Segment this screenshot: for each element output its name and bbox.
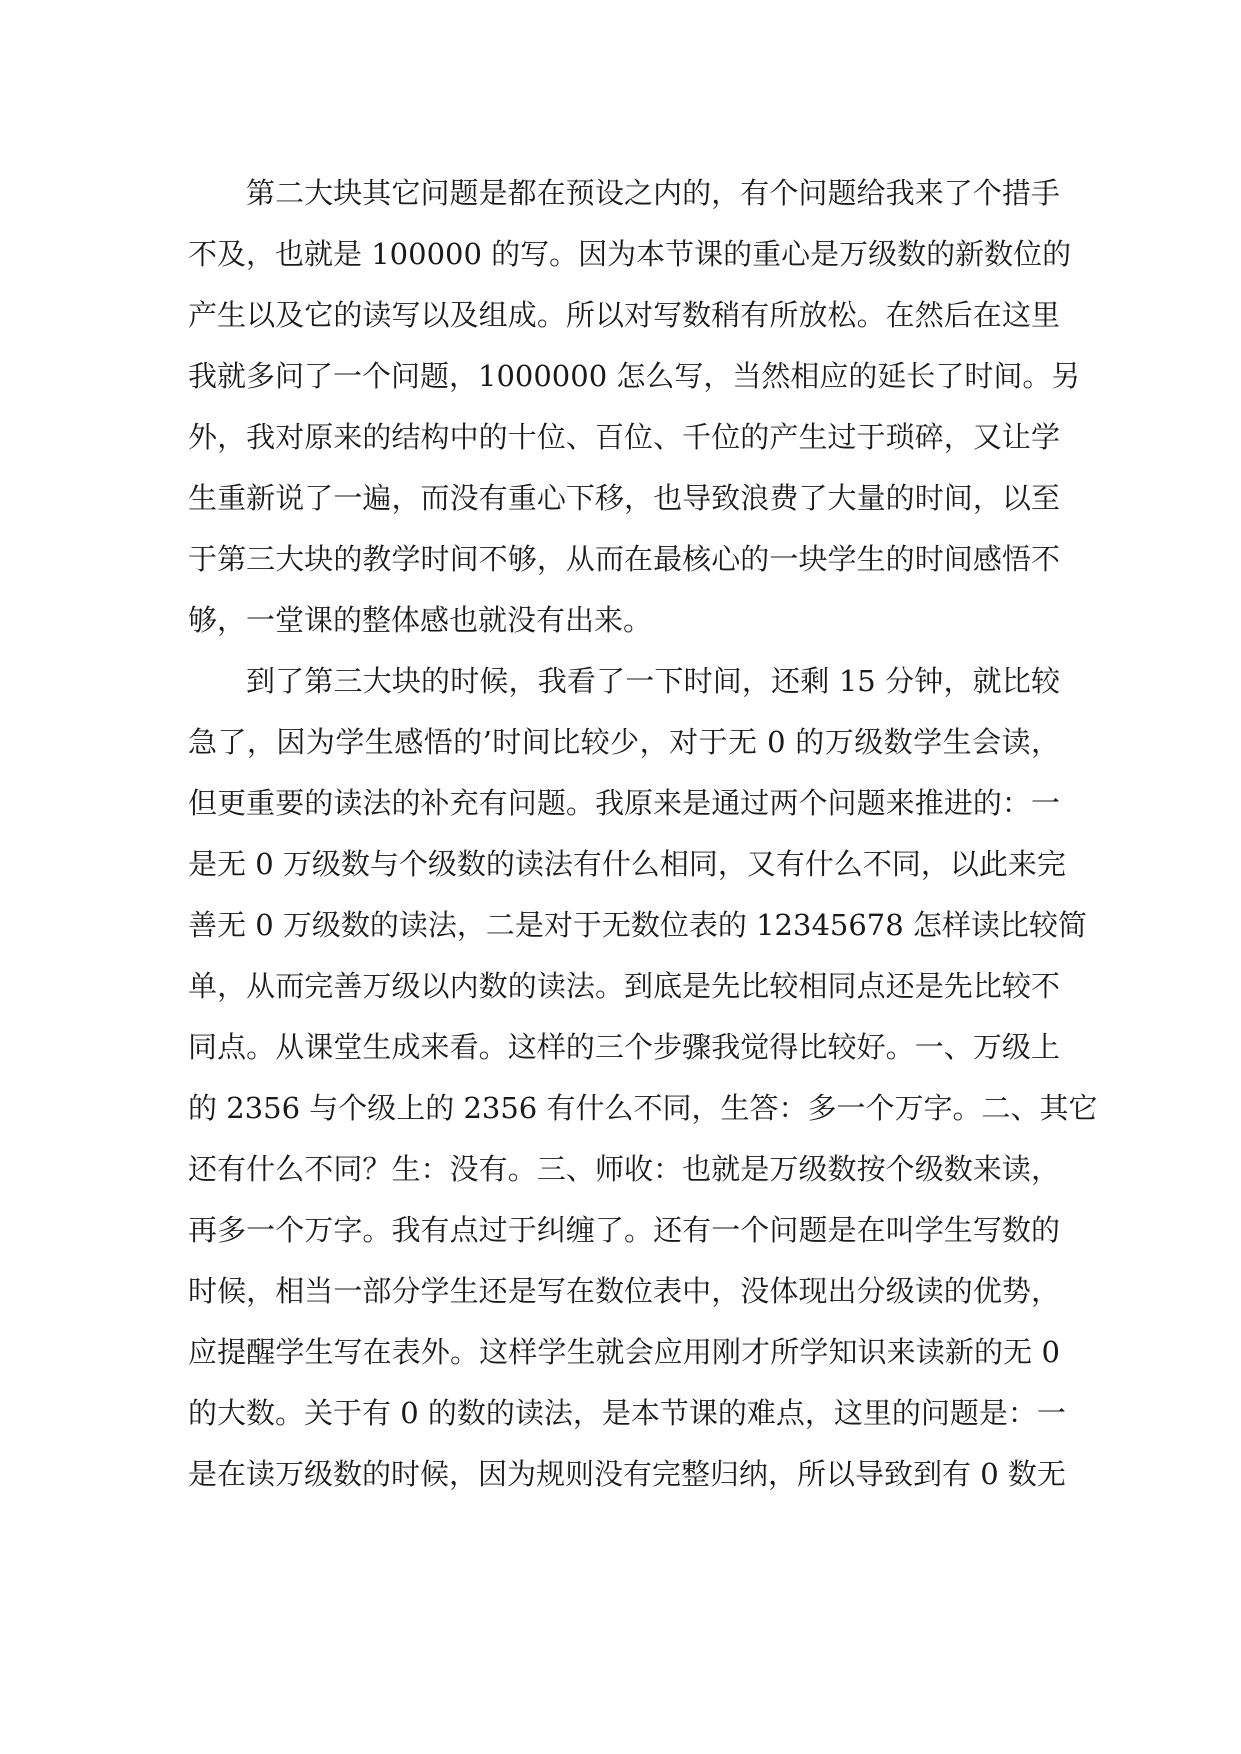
text-line: 产生以及它的读写以及组成。所以对写数稍有所放松。在然后在这里	[188, 298, 1060, 332]
text-line: 单，从而完善万级以内数的读法。到底是先比较相同点还是先比较不	[188, 969, 1060, 1003]
text-line: 是无 0 万级数与个级数的读法有什么相同，又有什么不同，以此来完	[188, 847, 1066, 881]
text-line: 生重新说了一遍，而没有重心下移，也导致浪费了大量的时间，以至	[188, 481, 1060, 515]
text-line: 同点。从课堂生成来看。这样的三个步骤我觉得比较好。一、万级上	[188, 1030, 1060, 1064]
text-line: 于第三大块的教学时间不够，从而在最核心的一块学生的时间感悟不	[188, 542, 1060, 576]
paragraph	[188, 651, 1098, 1505]
text-line: 善无 0 万级数的读法，二是对于无数位表的 12345678 怎样读比较简	[188, 908, 1087, 942]
text-line: 的大数。关于有 0 的数的读法，是本节课的难点，这里的问题是：一	[188, 1396, 1066, 1430]
text-line: 够，一堂课的整体感也就没有出来。	[188, 603, 653, 637]
document-body	[188, 163, 1098, 1505]
text-line: 不及，也就是 100000 的写。因为本节课的重心是万级数的新数位的	[188, 237, 1072, 271]
text-line: 外，我对原来的结构中的十位、百位、千位的产生过于琐碎，又让学	[188, 420, 1060, 454]
text-line: 的 2356 与个级上的 2356 有什么不同，生答：多一个万字。二、其它	[188, 1091, 1098, 1125]
text-line: 第二大块其它问题是都在预设之内的，有个问题给我来了个措手	[246, 176, 1060, 210]
text-line: 时候，相当一部分学生还是写在数位表中，没体现出分级读的优势，	[188, 1274, 1060, 1308]
text-line: 是在读万级数的时候，因为规则没有完整归纳，所以导致到有 0 数无	[188, 1457, 1066, 1491]
text-line: 应提醒学生写在表外。这样学生就会应用刚才所学知识来读新的无 0	[188, 1335, 1060, 1369]
text-line: 急了，因为学生感悟的’时间比较少，对于无 0 的万级数学生会读，	[188, 725, 1060, 759]
text-line: 但更重要的读法的补充有问题。我原来是通过两个问题来推进的：一	[188, 786, 1060, 820]
text-line: 再多一个万字。我有点过于纠缠了。还有一个问题是在叫学生写数的	[188, 1213, 1060, 1247]
text-line: 还有什么不同？生：没有。三、师收：也就是万级数按个级数来读，	[188, 1152, 1060, 1186]
paragraph	[188, 163, 1081, 651]
text-line: 我就多问了一个问题，1000000 怎么写，当然相应的延长了时间。另	[188, 359, 1081, 393]
text-line: 到了第三大块的时候，我看了一下时间，还剩 15 分钟，就比较	[246, 664, 1060, 698]
